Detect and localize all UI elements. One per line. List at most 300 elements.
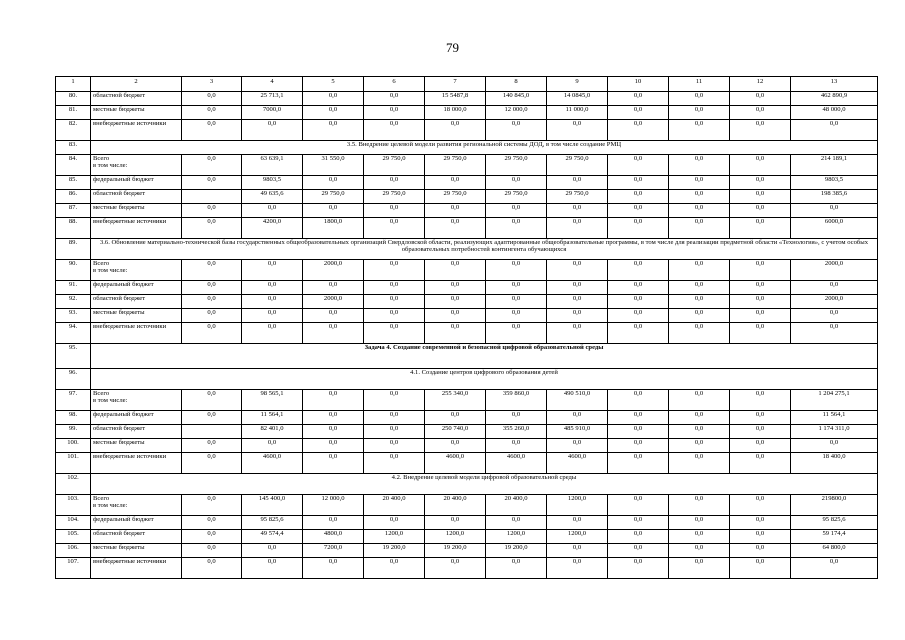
amount-cell: 0,0 — [364, 176, 425, 190]
row-number: 89. — [56, 239, 91, 260]
amount-cell: 29 750,0 — [364, 155, 425, 176]
amount-cell: 4600,0 — [486, 453, 547, 474]
table-row — [56, 309, 878, 323]
page-number: 79 — [446, 40, 459, 55]
amount-cell: 0,0 — [669, 411, 730, 425]
amount-cell: 359 860,0 — [486, 390, 547, 411]
amount-cell: 0,0 — [182, 558, 242, 579]
amount-cell: 0,0 — [608, 309, 669, 323]
amount-cell: 95 825,6 — [791, 516, 878, 530]
amount-cell: 0,0 — [669, 558, 730, 579]
header-cell: 10 — [608, 77, 669, 92]
amount-cell: 0,0 — [730, 425, 791, 439]
amount-cell: 0,0 — [730, 92, 791, 106]
amount-cell: 29 750,0 — [425, 155, 486, 176]
row-number: 104. — [56, 516, 91, 530]
amount-cell: 0,0 — [242, 120, 303, 141]
amount-cell: 0,0 — [608, 260, 669, 281]
amount-cell: 0,0 — [791, 558, 878, 579]
section-heading: Задача 4. Создание современной и безопасной цифровой образовательной среды — [91, 344, 878, 369]
funding-source: Всего в том числе: — [91, 390, 182, 411]
header-cell: 1 — [56, 77, 91, 92]
amount-cell: 0,0 — [608, 190, 669, 204]
table-row — [56, 106, 878, 120]
funding-source: областной бюджет — [91, 295, 182, 309]
amount-cell: 18 000,0 — [425, 106, 486, 120]
amount-cell: 14 0845,0 — [547, 92, 608, 106]
row-number: 94. — [56, 323, 91, 344]
amount-cell: 0,0 — [364, 323, 425, 344]
amount-cell: 0,0 — [303, 439, 364, 453]
amount-cell: 0,0 — [425, 411, 486, 425]
funding-source: областной бюджет — [91, 530, 182, 544]
amount-cell: 0,0 — [486, 323, 547, 344]
funding-source: местные бюджеты — [91, 204, 182, 218]
amount-cell: 19 200,0 — [425, 544, 486, 558]
amount-cell: 0,0 — [608, 439, 669, 453]
amount-cell: 95 825,6 — [242, 516, 303, 530]
row-number: 99. — [56, 425, 91, 439]
amount-cell: 1 174 311,0 — [791, 425, 878, 439]
amount-cell: 0,0 — [364, 92, 425, 106]
amount-cell: 0,0 — [364, 309, 425, 323]
amount-cell: 0,0 — [425, 218, 486, 239]
amount-cell: 20 400,0 — [486, 495, 547, 516]
amount-cell: 0,0 — [303, 176, 364, 190]
amount-cell: 0,0 — [791, 439, 878, 453]
amount-cell: 20 400,0 — [364, 495, 425, 516]
header-cell: 7 — [425, 77, 486, 92]
amount-cell: 49 574,4 — [242, 530, 303, 544]
amount-cell: 7000,0 — [242, 106, 303, 120]
row-number: 103. — [56, 495, 91, 516]
amount-cell: 0,0 — [791, 323, 878, 344]
amount-cell: 48 000,0 — [791, 106, 878, 120]
amount-cell: 1200,0 — [486, 530, 547, 544]
amount-cell: 0,0 — [730, 390, 791, 411]
amount-cell: 0,0 — [730, 516, 791, 530]
row-number: 97. — [56, 390, 91, 411]
amount-cell: 0,0 — [242, 439, 303, 453]
table-row — [56, 323, 878, 344]
amount-cell: 0,0 — [182, 281, 242, 295]
amount-cell: 0,0 — [486, 260, 547, 281]
amount-cell: 4600,0 — [547, 453, 608, 474]
amount-cell: 0,0 — [730, 106, 791, 120]
amount-cell: 0,0 — [364, 281, 425, 295]
funding-source: местные бюджеты — [91, 309, 182, 323]
amount-cell: 0,0 — [669, 204, 730, 218]
amount-cell: 0,0 — [669, 155, 730, 176]
section-heading: 4.2. Внедрение целевой модели цифровой образовательной среды — [91, 474, 878, 495]
row-number: 82. — [56, 120, 91, 141]
amount-cell: 15 5487,8 — [425, 92, 486, 106]
row-number: 105. — [56, 530, 91, 544]
amount-cell: 219800,0 — [791, 495, 878, 516]
amount-cell: 0,0 — [182, 295, 242, 309]
amount-cell: 0,0 — [669, 92, 730, 106]
amount-cell: 29 750,0 — [364, 190, 425, 204]
header-cell: 5 — [303, 77, 364, 92]
row-number: 106. — [56, 544, 91, 558]
table-row — [56, 260, 878, 281]
funding-source: местные бюджеты — [91, 106, 182, 120]
row-number: 98. — [56, 411, 91, 425]
row-number: 93. — [56, 309, 91, 323]
row-number: 90. — [56, 260, 91, 281]
amount-cell: 0,0 — [303, 390, 364, 411]
amount-cell: 0,0 — [242, 309, 303, 323]
header-cell: 3 — [182, 77, 242, 92]
amount-cell: 0,0 — [303, 558, 364, 579]
table-row — [56, 190, 878, 204]
row-number: 96. — [56, 369, 91, 390]
amount-cell: 0,0 — [242, 544, 303, 558]
table-row — [56, 544, 878, 558]
amount-cell: 0,0 — [730, 155, 791, 176]
amount-cell: 4800,0 — [303, 530, 364, 544]
table-row — [56, 141, 878, 155]
amount-cell: 0,0 — [547, 120, 608, 141]
amount-cell: 0,0 — [364, 558, 425, 579]
amount-cell: 0,0 — [182, 544, 242, 558]
amount-cell: 0,0 — [547, 204, 608, 218]
amount-cell: 0,0 — [608, 155, 669, 176]
amount-cell: 0,0 — [364, 390, 425, 411]
amount-cell: 0,0 — [242, 204, 303, 218]
funding-source: внебюджетные источники — [91, 323, 182, 344]
amount-cell: 0,0 — [547, 558, 608, 579]
header-cell: 12 — [730, 77, 791, 92]
table-row — [56, 411, 878, 425]
amount-cell: 0,0 — [182, 204, 242, 218]
amount-cell: 29 750,0 — [547, 155, 608, 176]
amount-cell: 0,0 — [486, 218, 547, 239]
amount-cell: 0,0 — [791, 204, 878, 218]
amount-cell: 29 750,0 — [425, 190, 486, 204]
amount-cell: 0,0 — [608, 425, 669, 439]
amount-cell: 0,0 — [364, 453, 425, 474]
amount-cell: 2000,0 — [303, 295, 364, 309]
amount-cell: 0,0 — [364, 516, 425, 530]
amount-cell: 485 910,0 — [547, 425, 608, 439]
amount-cell: 0,0 — [486, 411, 547, 425]
amount-cell: 0,0 — [669, 281, 730, 295]
amount-cell: 59 174,4 — [791, 530, 878, 544]
amount-cell: 64 800,0 — [791, 544, 878, 558]
amount-cell: 0,0 — [730, 295, 791, 309]
amount-cell: 0,0 — [730, 260, 791, 281]
amount-cell: 0,0 — [486, 516, 547, 530]
amount-cell: 0,0 — [182, 323, 242, 344]
amount-cell: 0,0 — [486, 120, 547, 141]
amount-cell: 0,0 — [730, 218, 791, 239]
funding-source: местные бюджеты — [91, 544, 182, 558]
amount-cell: 0,0 — [669, 260, 730, 281]
amount-cell: 145 400,0 — [242, 495, 303, 516]
amount-cell: 0,0 — [669, 176, 730, 190]
row-number: 92. — [56, 295, 91, 309]
header-cell: 13 — [791, 77, 878, 92]
amount-cell: 0,0 — [425, 176, 486, 190]
funding-source: областной бюджет — [91, 425, 182, 439]
amount-cell: 0,0 — [547, 516, 608, 530]
amount-cell: 0,0 — [730, 190, 791, 204]
amount-cell: 4600,0 — [242, 453, 303, 474]
amount-cell: 0,0 — [486, 176, 547, 190]
header-cell: 8 — [486, 77, 547, 92]
amount-cell: 0,0 — [486, 281, 547, 295]
funding-source: федеральный бюджет — [91, 516, 182, 530]
amount-cell: 0,0 — [303, 516, 364, 530]
amount-cell: 0,0 — [730, 323, 791, 344]
amount-cell: 0,0 — [182, 176, 242, 190]
amount-cell: 0,0 — [669, 218, 730, 239]
amount-cell: 0,0 — [669, 309, 730, 323]
amount-cell: 0,0 — [608, 453, 669, 474]
amount-cell: 0,0 — [608, 295, 669, 309]
amount-cell: 0,0 — [242, 323, 303, 344]
table-header-row — [56, 77, 878, 92]
amount-cell: 0,0 — [182, 495, 242, 516]
amount-cell: 0,0 — [425, 281, 486, 295]
amount-cell: 0,0 — [364, 295, 425, 309]
amount-cell: 0,0 — [182, 92, 242, 106]
amount-cell: 0,0 — [608, 544, 669, 558]
amount-cell: 1800,0 — [303, 218, 364, 239]
table-row — [56, 281, 878, 295]
row-number: 85. — [56, 176, 91, 190]
table-row — [56, 204, 878, 218]
amount-cell: 0,0 — [303, 281, 364, 295]
amount-cell: 0,0 — [608, 281, 669, 295]
amount-cell: 255 340,0 — [425, 390, 486, 411]
amount-cell: 0,0 — [669, 453, 730, 474]
amount-cell: 0,0 — [182, 106, 242, 120]
row-number: 86. — [56, 190, 91, 204]
amount-cell: 1200,0 — [425, 530, 486, 544]
amount-cell: 0,0 — [547, 323, 608, 344]
amount-cell: 0,0 — [242, 281, 303, 295]
amount-cell: 0,0 — [547, 295, 608, 309]
amount-cell: 0,0 — [669, 516, 730, 530]
amount-cell: 0,0 — [547, 281, 608, 295]
amount-cell: 7200,0 — [303, 544, 364, 558]
amount-cell: 0,0 — [730, 439, 791, 453]
amount-cell: 49 635,6 — [242, 190, 303, 204]
funding-source: внебюджетные источники — [91, 120, 182, 141]
amount-cell: 0,0 — [182, 260, 242, 281]
amount-cell: 0,0 — [303, 120, 364, 141]
table-row — [56, 390, 878, 411]
amount-cell: 19 200,0 — [486, 544, 547, 558]
table-row — [56, 344, 878, 369]
amount-cell: 4600,0 — [425, 453, 486, 474]
table-row — [56, 176, 878, 190]
amount-cell: 63 639,1 — [242, 155, 303, 176]
amount-cell: 0,0 — [242, 260, 303, 281]
amount-cell: 0,0 — [547, 544, 608, 558]
funding-source: внебюджетные источники — [91, 453, 182, 474]
amount-cell: 0,0 — [364, 218, 425, 239]
amount-cell: 0,0 — [730, 495, 791, 516]
amount-cell: 2000,0 — [303, 260, 364, 281]
amount-cell: 0,0 — [182, 411, 242, 425]
amount-cell: 0,0 — [669, 190, 730, 204]
amount-cell: 355 260,0 — [486, 425, 547, 439]
header-cell: 4 — [242, 77, 303, 92]
amount-cell: 0,0 — [730, 120, 791, 141]
amount-cell: 0,0 — [547, 218, 608, 239]
table-row — [56, 530, 878, 544]
amount-cell: 0,0 — [182, 439, 242, 453]
amount-cell: 0,0 — [242, 295, 303, 309]
table-row — [56, 92, 878, 106]
header-cell: 2 — [91, 77, 182, 92]
amount-cell: 0,0 — [182, 120, 242, 141]
amount-cell: 0,0 — [425, 439, 486, 453]
amount-cell: 0,0 — [425, 120, 486, 141]
amount-cell: 0,0 — [730, 309, 791, 323]
amount-cell: 0,0 — [730, 411, 791, 425]
table-row — [56, 369, 878, 390]
amount-cell: 250 740,0 — [425, 425, 486, 439]
amount-cell: 0,0 — [608, 92, 669, 106]
funding-source: федеральный бюджет — [91, 281, 182, 295]
header-cell: 9 — [547, 77, 608, 92]
section-heading: 3.5. Внедрение целевой модели развития региональной системы ДОД, в том числе создание РМЦ — [91, 141, 878, 155]
table-row — [56, 120, 878, 141]
amount-cell: 0,0 — [547, 260, 608, 281]
amount-cell: 0,0 — [182, 516, 242, 530]
amount-cell: 11 564,1 — [791, 411, 878, 425]
amount-cell: 214 189,1 — [791, 155, 878, 176]
table-row — [56, 558, 878, 579]
table-row — [56, 453, 878, 474]
section-heading: 3.6. Обновление материально-технической базы государственных общеобразовательных организаций Свердловской области, реализующих адаптированные общеобразовательные программы, в том числе для реализации предметной области «Технология», с учетом особых образовательных потребностей контингента обучающихся — [91, 239, 878, 260]
amount-cell: 0,0 — [669, 390, 730, 411]
amount-cell: 0,0 — [425, 295, 486, 309]
amount-cell: 0,0 — [791, 120, 878, 141]
row-number: 95. — [56, 344, 91, 369]
amount-cell: 0,0 — [242, 558, 303, 579]
amount-cell: 25 713,1 — [242, 92, 303, 106]
amount-cell: 0,0 — [608, 323, 669, 344]
amount-cell: 31 550,0 — [303, 155, 364, 176]
amount-cell: 0,0 — [486, 204, 547, 218]
amount-cell: 0,0 — [182, 453, 242, 474]
amount-cell: 0,0 — [425, 558, 486, 579]
amount-cell: 0,0 — [303, 309, 364, 323]
funding-source: внебюджетные источники — [91, 558, 182, 579]
amount-cell: 29 750,0 — [547, 190, 608, 204]
amount-cell: 98 565,1 — [242, 390, 303, 411]
amount-cell: 12 000,0 — [486, 106, 547, 120]
row-number: 102. — [56, 474, 91, 495]
amount-cell: 2000,0 — [791, 295, 878, 309]
amount-cell: 0,0 — [669, 425, 730, 439]
amount-cell: 0,0 — [608, 390, 669, 411]
amount-cell: 0,0 — [669, 495, 730, 516]
table-row — [56, 295, 878, 309]
amount-cell: 0,0 — [608, 530, 669, 544]
amount-cell: 29 750,0 — [486, 155, 547, 176]
row-number: 80. — [56, 92, 91, 106]
row-number: 91. — [56, 281, 91, 295]
row-number: 107. — [56, 558, 91, 579]
row-number: 83. — [56, 141, 91, 155]
amount-cell: 0,0 — [730, 176, 791, 190]
amount-cell: 11 000,0 — [547, 106, 608, 120]
amount-cell: 0,0 — [730, 544, 791, 558]
amount-cell: 0,0 — [730, 558, 791, 579]
funding-source: федеральный бюджет — [91, 176, 182, 190]
amount-cell: 1200,0 — [364, 530, 425, 544]
amount-cell: 0,0 — [547, 439, 608, 453]
amount-cell: 0,0 — [425, 260, 486, 281]
amount-cell: 0,0 — [608, 106, 669, 120]
amount-cell: 9803,5 — [791, 176, 878, 190]
amount-cell: 0,0 — [364, 425, 425, 439]
amount-cell: 0,0 — [303, 204, 364, 218]
amount-cell: 0,0 — [486, 558, 547, 579]
amount-cell: 0,0 — [608, 218, 669, 239]
table-row — [56, 155, 878, 176]
amount-cell: 0,0 — [608, 411, 669, 425]
amount-cell: 0,0 — [791, 281, 878, 295]
amount-cell: 6000,0 — [791, 218, 878, 239]
funding-source: местные бюджеты — [91, 439, 182, 453]
funding-source: федеральный бюджет — [91, 411, 182, 425]
amount-cell: 0,0 — [486, 295, 547, 309]
amount-cell: 19 200,0 — [364, 544, 425, 558]
amount-cell: 0,0 — [364, 204, 425, 218]
funding-source: областной бюджет — [91, 92, 182, 106]
amount-cell: 0,0 — [303, 323, 364, 344]
row-number: 87. — [56, 204, 91, 218]
amount-cell: 0,0 — [608, 516, 669, 530]
amount-cell: 2000,0 — [791, 260, 878, 281]
amount-cell: 198 385,6 — [791, 190, 878, 204]
amount-cell — [182, 190, 242, 204]
row-number: 101. — [56, 453, 91, 474]
amount-cell: 1 204 275,1 — [791, 390, 878, 411]
amount-cell: 4200,0 — [242, 218, 303, 239]
amount-cell: 0,0 — [547, 309, 608, 323]
amount-cell: 0,0 — [364, 120, 425, 141]
amount-cell: 12 000,0 — [303, 495, 364, 516]
amount-cell: 490 510,0 — [547, 390, 608, 411]
amount-cell: 0,0 — [791, 309, 878, 323]
table-row — [56, 425, 878, 439]
table-body — [56, 77, 878, 579]
amount-cell: 0,0 — [182, 155, 242, 176]
amount-cell: 0,0 — [425, 516, 486, 530]
amount-cell: 0,0 — [730, 281, 791, 295]
amount-cell: 0,0 — [669, 530, 730, 544]
amount-cell: 0,0 — [669, 106, 730, 120]
amount-cell: 1200,0 — [547, 530, 608, 544]
funding-source: Всего в том числе: — [91, 260, 182, 281]
amount-cell: 29 750,0 — [486, 190, 547, 204]
table-row — [56, 516, 878, 530]
amount-cell: 1200,0 — [547, 495, 608, 516]
amount-cell: 0,0 — [608, 120, 669, 141]
amount-cell: 0,0 — [425, 204, 486, 218]
amount-cell: 0,0 — [730, 204, 791, 218]
table-row — [56, 218, 878, 239]
section-heading: 4.1. Создание центров цифрового образования детей — [91, 369, 878, 390]
